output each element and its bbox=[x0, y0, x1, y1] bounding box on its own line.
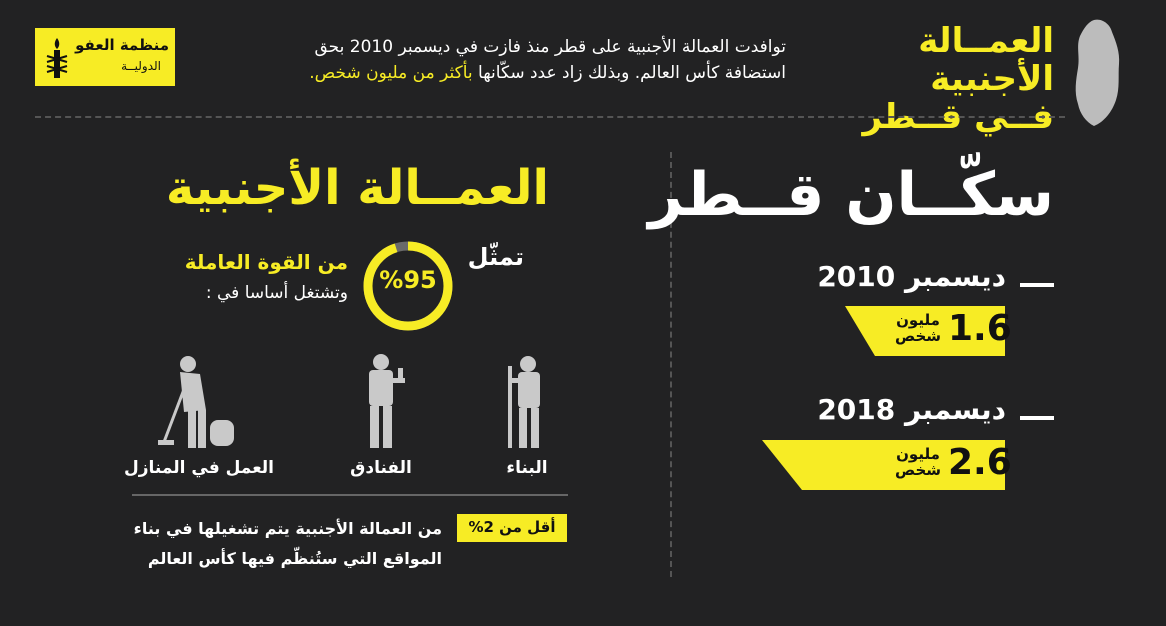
represents-label: تمثّل bbox=[467, 243, 524, 271]
header-description-highlight: بأكثر من مليون شخص. bbox=[309, 63, 473, 83]
logo-line2: الدوليــة bbox=[121, 59, 161, 73]
header-description-prefix: استضافة كأس العالم. وبذلك زاد عدد سكّانها bbox=[472, 63, 786, 83]
stat-value-2010: 1.6 bbox=[948, 308, 1012, 349]
year-label-2010: ديسمبر 2010 bbox=[817, 260, 1006, 293]
header-divider bbox=[35, 116, 1065, 118]
stat-unit-2010 bbox=[888, 312, 948, 344]
candle-barbed-wire-icon bbox=[44, 36, 70, 80]
stat-unit-2010-line1: مليون bbox=[896, 311, 940, 329]
bottom-note-line2: المواقع التي ستُنظّم فيها كأس العالم bbox=[147, 549, 442, 568]
header-description-line1: توافدت العمالة الأجنبية على قطر منذ فازت في ديسمبر 2010 بحق bbox=[314, 37, 786, 57]
sector-separator bbox=[132, 494, 568, 496]
year-marker-2018 bbox=[1020, 416, 1054, 420]
stat-unit-2010-line2: شخص bbox=[894, 327, 942, 345]
bottom-note bbox=[122, 514, 442, 574]
logo-line1: منظمة العفو bbox=[75, 36, 169, 54]
stat-unit-2018-line1: مليون bbox=[896, 445, 940, 463]
works-in-label: وتشتغل أساسا في : bbox=[205, 283, 348, 303]
stat-value-2018: 2.6 bbox=[948, 442, 1012, 483]
domestic-cleaner-icon bbox=[158, 354, 238, 450]
sector-label-domestic: العمل في المنازل bbox=[123, 458, 274, 478]
sector-label-hotels: الفنادق bbox=[350, 458, 412, 478]
labor-title: العمــالة الأجنبية bbox=[165, 160, 549, 216]
year-label-2018: ديسمبر 2018 bbox=[817, 393, 1006, 426]
sector-label-construction: البناء bbox=[506, 458, 548, 478]
bottom-note-line1: من العمالة الأجنبية يتم تشغيلها في بناء bbox=[133, 519, 442, 538]
header-title bbox=[804, 22, 1054, 136]
percent-value: %95 bbox=[379, 266, 437, 294]
stat-unit-2018 bbox=[888, 446, 948, 478]
qatar-map-icon bbox=[1072, 18, 1122, 128]
less-than-tag-text: أقل من 2% bbox=[468, 518, 556, 536]
year-marker-2010 bbox=[1020, 283, 1054, 287]
workforce-label: من القوة العاملة bbox=[184, 250, 348, 274]
hotel-waiter-icon bbox=[346, 350, 416, 450]
stat-unit-2018-line2: شخص bbox=[894, 461, 942, 479]
amnesty-logo bbox=[35, 28, 175, 86]
header-title-line1: العمــالة الأجنبية bbox=[918, 21, 1054, 99]
header-description bbox=[266, 34, 786, 86]
header-description-line2 bbox=[266, 60, 786, 86]
construction-worker-icon bbox=[492, 352, 562, 452]
population-title: سكّــان قــطر bbox=[648, 160, 1054, 230]
header-title-line2: فــي قــطر bbox=[862, 97, 1054, 137]
